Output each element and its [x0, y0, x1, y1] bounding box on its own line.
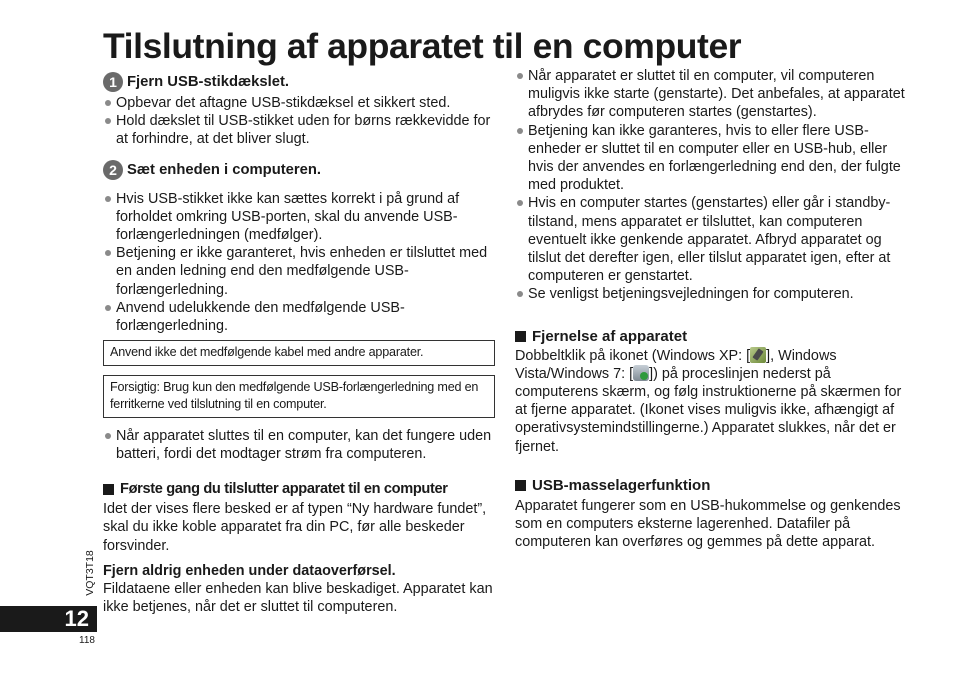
step-1-number-badge: 1 — [103, 72, 123, 92]
power-bullet-list — [103, 427, 495, 463]
list-item: Betjening er ikke garanteret, hvis enheden er tilsluttet med en anden ledning end den medfølgende USB-forlængerledning. — [103, 244, 495, 299]
list-item: Hvis en computer startes (genstartes) eller går i standby-tilstand, mens apparatet er tilsluttet, kan computeren eventuelt ikke genkende apparatet. Afbryd apparatet og tilslut det derefter igen, eller tilslut apparatet igen, efter at computeren er genstartet. — [515, 194, 907, 285]
notice-box-cable: Anvend ikke det medfølgende kabel med andre apparater. — [103, 340, 495, 366]
page-number-small: 118 — [79, 635, 95, 646]
list-item: Anvend udelukkende den medfølgende USB-forlængerledning. — [103, 299, 495, 335]
step-2-bullet-list — [103, 190, 495, 336]
right-column — [515, 66, 907, 551]
removal-text-part: ]) på proceslinjen nederst på computerens skærm, og følg instruktionerne på skærmen for at fjerne apparatet. (Ikonet vises muligvis ikke, afhængigt af operativsystemindstillingerne.) Apparatet slukkes, når det er fjernet. — [515, 365, 902, 455]
list-item: Betjening kan ikke garanteres, hvis to eller flere USB-enheder er sluttet til en computer eller en USB-hub, eller hvis der anvendes en forlængerledning end den, der fulgte med produktet. — [515, 122, 907, 195]
first-time-heading — [103, 480, 495, 499]
list-item: Hold dækslet til USB-stikket uden for børns rækkevidde for at forhindre, at det bliver slugt. — [103, 112, 495, 148]
first-time-text: Idet der vises flere besked er af typen “Ny hardware fundet”, skal du ikke koble apparatet fra din PC, før alle beskeder forsvinder. — [103, 501, 487, 554]
removal-text — [515, 347, 907, 456]
list-item: Når apparatet sluttes til en computer, kan det fungere uden batteri, fordi det modtager strøm fra computeren. — [103, 427, 495, 463]
first-time-heading-text: Første gang du tilslutter apparatet til en computer — [120, 481, 448, 498]
list-item: Når apparatet er sluttet til en computer, vil computeren muligvis ikke starte (genstarte). Det anbefales, at apparatet afbrydes før computeren startes (genstartes). — [515, 67, 907, 122]
removal-heading — [515, 327, 907, 346]
left-column — [103, 66, 495, 616]
usb-mass-storage-text: Apparatet fungerer som en USB-hukommelse og genkendes som en computers eksterne lagerenhed. Datafiler på computeren kan overføres og gemmes på dette apparat. — [515, 497, 901, 551]
page-title: Tilslutning af apparatet til en computer — [103, 26, 742, 66]
removal-text-part: Dobbeltklik på ikonet (Windows XP: [ — [515, 347, 751, 364]
step-1-bullet-list — [103, 94, 495, 149]
step-1-title: Fjern USB-stikdækslet. — [127, 74, 289, 90]
warning-heading: Fjern aldrig enheden under dataoverførsel. — [103, 562, 396, 579]
safely-remove-hardware-vista-icon — [633, 365, 649, 381]
usb-mass-storage-heading-text: USB-masselagerfunktion — [532, 476, 711, 494]
page-number-tab: 12 — [0, 606, 97, 632]
square-bullet-icon — [103, 484, 114, 495]
step-2-title: Sæt enheden i computeren. — [127, 161, 322, 178]
step-1-heading — [103, 72, 495, 92]
usb-mass-storage-heading — [515, 476, 907, 495]
step-2-heading — [103, 160, 495, 180]
connection-notes-list — [515, 67, 907, 304]
step-2-number-badge: 2 — [103, 160, 123, 180]
square-bullet-icon — [515, 331, 526, 342]
square-bullet-icon — [515, 480, 526, 491]
safely-remove-hardware-xp-icon — [750, 347, 766, 363]
warning-text: Fildataene eller enheden kan blive beskadiget. Apparatet kan ikke betjenes, når det er sluttet til computeren. — [103, 580, 493, 616]
model-code-text: VQT3T18 — [84, 550, 96, 596]
removal-heading-text: Fjernelse af apparatet — [532, 327, 688, 345]
list-item: Opbevar det aftagne USB-stikdæksel et sikkert sted. — [103, 94, 495, 112]
model-code — [83, 548, 97, 598]
list-item: Se venligst betjeningsvejledningen for computeren. — [515, 285, 907, 303]
list-item: Hvis USB-stikket ikke kan sættes korrekt i på grund af forholdet omkring USB-porten, skal du anvende USB-forlængerledningen (medfølger). — [103, 190, 495, 245]
removal-text-part: ], Windows Vista/Windows 7: [ — [515, 347, 837, 382]
caution-box-ferrite: Forsigtig: Brug kun den medfølgende USB-forlængerledning med en ferritkerne ved tilslutning til en computer. — [103, 375, 495, 418]
